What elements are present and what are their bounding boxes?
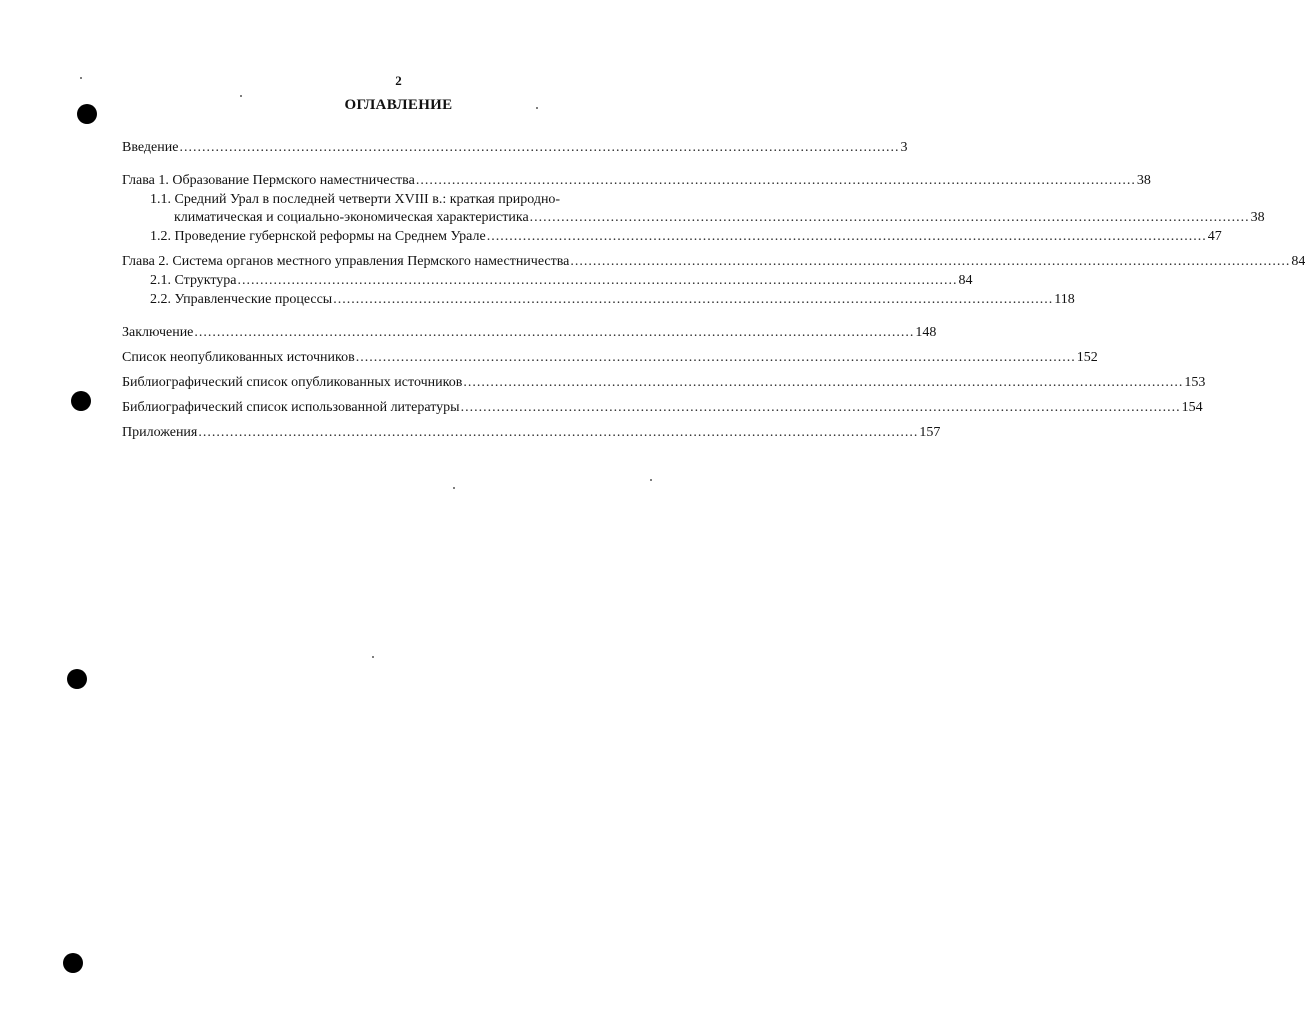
toc-entry-label: Глава 2. Система органов местного управления Пермского наместничества (122, 254, 570, 269)
dot-leader: ................................................................................................................................................................ (460, 400, 1181, 415)
dot-leader: ................................................................................................................................................................ (415, 173, 1136, 188)
toc-entry-section-2-2 (122, 291, 1075, 309)
dot-leader: ................................................................................................................................................................ (194, 325, 915, 340)
toc-entry-page: 38 (1250, 210, 1265, 225)
toc-entry-page: 84 (958, 273, 973, 288)
toc-entry-page: 118 (1054, 292, 1075, 307)
toc-entry-page: 84 (1291, 254, 1305, 269)
dot-leader: ................................................................................................................................................................ (486, 229, 1207, 244)
toc-entry-label: Список неопубликованных источников (122, 350, 355, 365)
toc-entry-label: Заключение (122, 325, 194, 340)
toc-entry-published-sources (122, 374, 1206, 392)
toc-entry-section-1-2 (122, 228, 1222, 246)
dot-leader: ................................................................................................................................................................ (179, 140, 900, 155)
toc-entry-appendices (122, 424, 941, 442)
toc-entry-unpublished-sources (122, 349, 1098, 367)
dot-leader: ................................................................................................................................................................ (355, 350, 1076, 365)
toc-entry-label: Глава 1. Образование Пермского наместничества (122, 173, 415, 188)
toc-entry-label: 1.2. Проведение губернской реформы на Среднем Урале (150, 229, 486, 244)
toc-entry-section-2-1 (122, 272, 973, 290)
toc-entry-section-1-1 (122, 191, 1265, 227)
toc-entry-page: 152 (1076, 350, 1098, 365)
toc-entry-label-line1: 1.1. Средний Урал в последней четверти XVIII в.: краткая природно- (150, 192, 561, 207)
toc-entry-chapter-2 (122, 253, 1305, 271)
toc-entry-literature (122, 399, 1203, 417)
toc-entry-label: Библиографический список опубликованных источников (122, 375, 463, 390)
toc-entry-page: 38 (1136, 173, 1151, 188)
table-of-contents (122, 139, 1305, 442)
toc-entry-label: Приложения (122, 425, 198, 440)
scan-speck (453, 487, 455, 489)
toc-entry-page: 157 (919, 425, 941, 440)
dot-leader: ................................................................................................................................................................ (237, 273, 958, 288)
dot-leader: ................................................................................................................................................................ (529, 210, 1250, 225)
scan-speck (650, 479, 652, 481)
toc-entry-label: 2.2. Управленческие процессы (150, 292, 333, 307)
dot-leader: ................................................................................................................................................................ (463, 375, 1184, 390)
toc-entry-conclusion (122, 324, 937, 342)
toc-entry-page: 47 (1207, 229, 1222, 244)
toc-entry-label: Введение (122, 140, 179, 155)
punch-hole-mark (71, 391, 91, 411)
punch-hole-mark (63, 953, 83, 973)
toc-entry-introduction (122, 139, 908, 157)
punch-hole-mark (67, 669, 87, 689)
toc-title: ОГЛАВЛЕНИЕ (344, 97, 453, 113)
toc-entry-page: 148 (915, 325, 937, 340)
page-number: 2 (395, 73, 402, 88)
toc-entry-label: 2.1. Структура (150, 273, 237, 288)
dot-leader: ................................................................................................................................................................ (198, 425, 919, 440)
toc-entry-label: Библиографический список использованной литературы (122, 400, 460, 415)
toc-entry-label-line2: климатическая и социально-экономическая характеристика (174, 210, 529, 225)
scan-speck (372, 656, 374, 658)
dot-leader: ................................................................................................................................................................ (333, 292, 1054, 307)
toc-entry-page: 154 (1181, 400, 1203, 415)
dot-leader: ................................................................................................................................................................ (570, 254, 1291, 269)
toc-entry-page: 153 (1184, 375, 1206, 390)
toc-entry-chapter-1 (122, 172, 1151, 190)
toc-entry-page: 3 (900, 140, 908, 155)
